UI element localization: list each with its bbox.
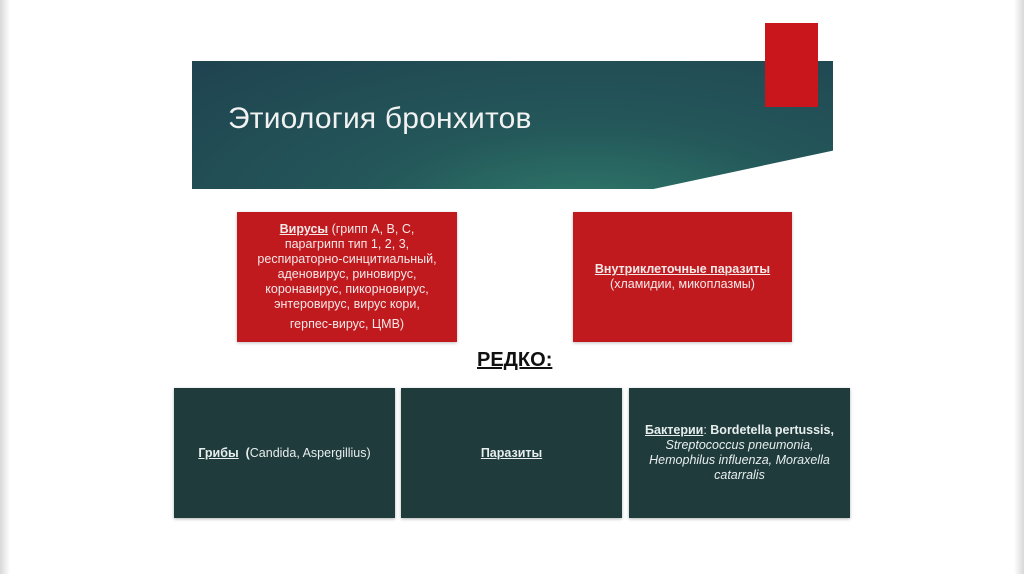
bacteria-text: [645, 423, 834, 483]
slide-edge-left: [0, 0, 10, 574]
rarely-label: РЕДКО:: [477, 349, 553, 371]
viruses-line-6: герпес-вирус, ЦМВ): [289, 317, 405, 331]
viruses-line-1: парагрипп тип 1, 2, 3,: [284, 237, 410, 251]
fungi-paren: (: [245, 445, 250, 460]
fungi-heading: Грибы: [198, 445, 239, 460]
intracellular-parasites-box: [573, 212, 792, 342]
parasites-heading: Паразиты: [480, 445, 543, 460]
bacteria-heading: Бактерии: [645, 423, 704, 437]
bacteria-colon: :: [703, 423, 711, 437]
bacteria-line-2: catarralis: [714, 468, 765, 482]
fungi-text: [198, 446, 370, 461]
viruses-line-5: энтеровирус, вирус кори,: [274, 297, 420, 311]
fungi-box: [174, 388, 395, 518]
accent-square: [765, 23, 818, 107]
fungi-detail: Candida, Aspergillius): [249, 445, 371, 460]
viruses-line-0: (грипп А, В, С,: [328, 222, 415, 236]
intracellular-parasites-text: [595, 262, 770, 292]
viruses-line-4: коронавирус, пикорновирус,: [265, 282, 429, 296]
parasites-box: [401, 388, 622, 518]
bacteria-box: [629, 388, 850, 518]
intracellular-parasites-heading: Внутриклеточные паразиты: [594, 262, 771, 276]
viruses-box: [237, 212, 457, 342]
bacteria-line-1: Hemophilus influenza, Moraxella: [649, 453, 830, 467]
viruses-line-3: аденовирус, риновирус,: [277, 267, 417, 281]
viruses-line-2: респираторно-синцитиальный,: [257, 252, 437, 266]
intracellular-parasites-detail: (хламидии, микоплазмы): [610, 277, 755, 291]
slide-edge-right: [1014, 0, 1024, 574]
bacteria-bold-species: Bordetella pertussis,: [710, 423, 834, 437]
slide-title: Этиология бронхитов: [228, 102, 532, 135]
bacteria-line-0: Streptococcus pneumonia,: [665, 438, 814, 452]
viruses-text: [257, 222, 436, 332]
viruses-heading: Вирусы: [279, 222, 329, 236]
